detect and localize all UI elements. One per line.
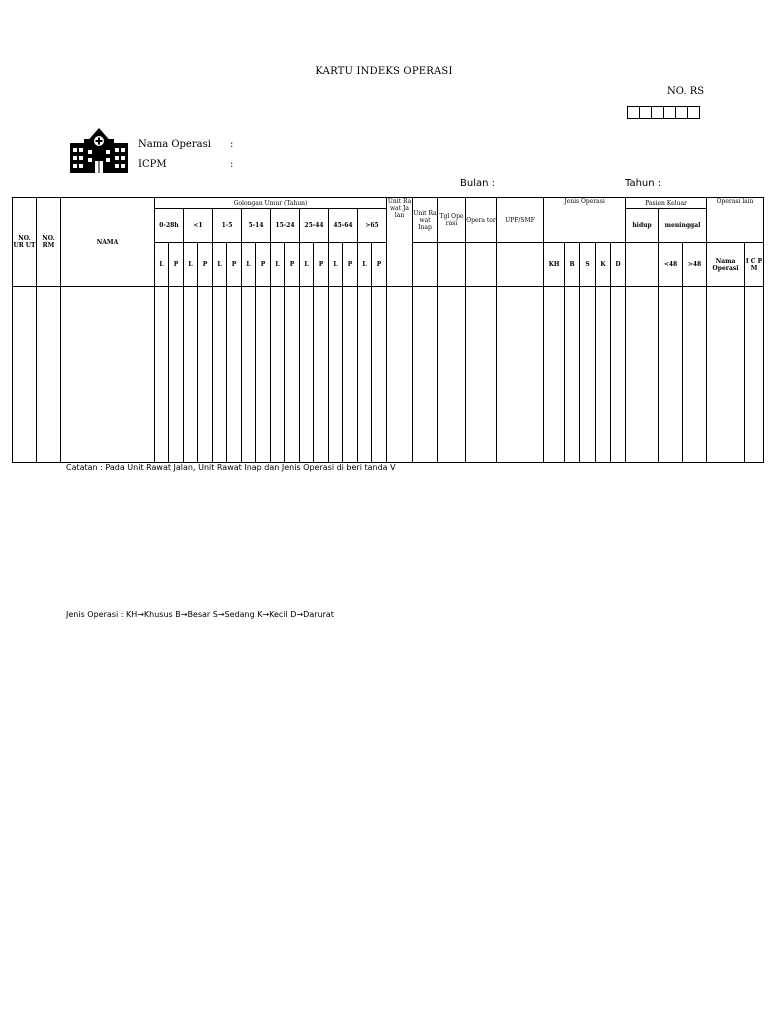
empty-cell (626, 243, 659, 287)
jenis-code-d: D (611, 243, 626, 287)
header-upf-smf: UPF/SMF (497, 198, 544, 243)
header-pasien-keluar: Pasien Keluar (626, 198, 707, 209)
bulan-label: Bulan : (460, 178, 495, 189)
header-icpm: I C P M (745, 243, 764, 287)
sex-l: L (271, 243, 285, 287)
header-meninggal: meninggal (659, 209, 707, 243)
age-group-3: 5-14 (242, 209, 271, 243)
sex-p: P (343, 243, 358, 287)
icpm-label: ICPM (138, 159, 167, 170)
sex-l: L (329, 243, 343, 287)
no-rs-boxes (627, 106, 700, 119)
age-group-7: >65 (358, 209, 387, 243)
header-golongan-umur: Golongan Umur (Tahun) (155, 198, 387, 209)
header-tgl-operasi: Tgl Ope rasi (438, 198, 466, 243)
age-group-2: 1-5 (213, 209, 242, 243)
tahun-label: Tahun : (625, 178, 662, 189)
sex-p: P (372, 243, 387, 287)
header-unit-rawat-jalan: Unit Ra wat Ja lan (387, 198, 413, 287)
age-group-6: 45-64 (329, 209, 358, 243)
jenis-code-kh: KH (544, 243, 565, 287)
operation-index-table (12, 197, 764, 463)
jenis-code-b: B (565, 243, 580, 287)
sex-p: P (198, 243, 213, 287)
page-title: KARTU INDEKS OPERASI (315, 66, 453, 77)
no-rs-label: NO. RS (667, 86, 705, 97)
no-rs-box (676, 107, 688, 118)
sex-l: L (300, 243, 314, 287)
age-group-5: 25-44 (300, 209, 329, 243)
nama-operasi-colon: : (230, 139, 234, 150)
age-group-1: <1 (184, 209, 213, 243)
no-rs-box (628, 107, 640, 118)
catatan-note: Catatan : Pada Unit Rawat Jalan, Unit Rawat Inap dan Jenis Operasi di beri tanda V (66, 463, 396, 472)
empty-cell (497, 243, 544, 287)
sex-p: P (285, 243, 300, 287)
empty-cell (413, 243, 438, 287)
meninggal-gt48: >48 (683, 243, 707, 287)
meninggal-lt48: <48 (659, 243, 683, 287)
sex-l: L (184, 243, 198, 287)
age-group-4: 15-24 (271, 209, 300, 243)
header-nama: NAMA (61, 198, 155, 287)
age-group-0: 0-28h (155, 209, 184, 243)
hospital-building-icon (70, 125, 128, 173)
header-nama-operasi: Nama Operasi (707, 243, 745, 287)
header-jenis-operasi: Jenis Operasi (544, 198, 626, 243)
sex-l: L (155, 243, 169, 287)
sex-p: P (169, 243, 184, 287)
sex-p: P (227, 243, 242, 287)
no-rs-box (640, 107, 652, 118)
header-no-rm: NO. RM (37, 198, 61, 287)
empty-cell (466, 243, 497, 287)
header-hidup: hidup (626, 209, 659, 243)
sex-l: L (213, 243, 227, 287)
sex-p: P (314, 243, 329, 287)
sex-l: L (242, 243, 256, 287)
table-row (13, 287, 764, 463)
jenis-code-k: K (596, 243, 611, 287)
icpm-colon: : (230, 159, 234, 170)
sex-p: P (256, 243, 271, 287)
no-rs-box (664, 107, 676, 118)
jenis-code-s: S (580, 243, 596, 287)
header-no-urut: NO. UR UT (13, 198, 37, 287)
empty-cell (438, 243, 466, 287)
header-operator: Opera tor (466, 198, 497, 243)
jenis-operasi-legend: Jenis Operasi : KH→Khusus B→Besar S→Sedang K→Kecil D→Darurat (66, 610, 334, 619)
nama-operasi-label: Nama Operasi (138, 139, 211, 150)
header-unit-rawat-inap: Unit Ra wat Inap (413, 198, 438, 243)
no-rs-box (652, 107, 664, 118)
header-operasi-lain: Operasi lain (707, 198, 764, 243)
no-rs-box (688, 107, 699, 118)
sex-l: L (358, 243, 372, 287)
